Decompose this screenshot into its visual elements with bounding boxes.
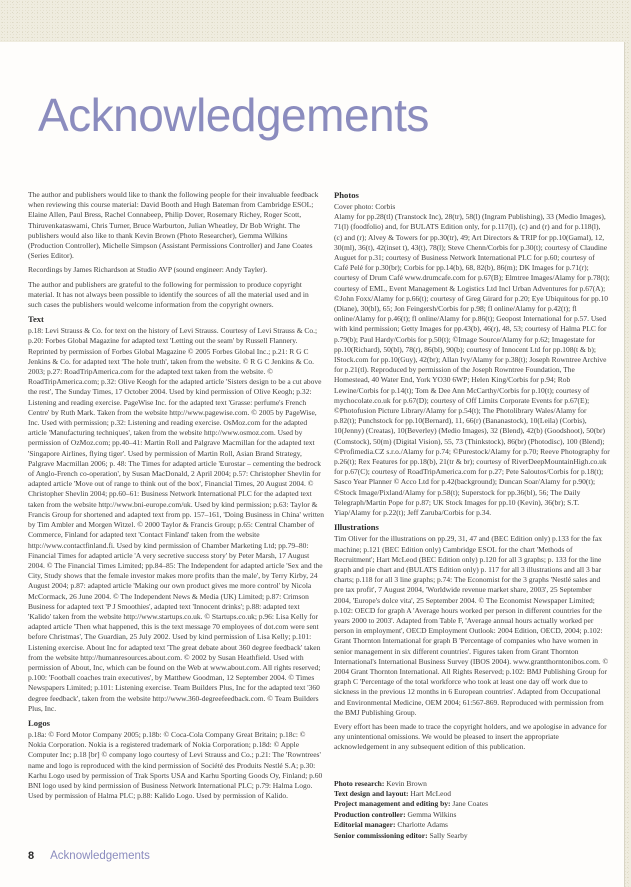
credit-row: [334, 789, 610, 799]
section-heading-logos: Logos: [28, 717, 50, 728]
production-credits: [334, 779, 610, 841]
credit-value: Hart McLeod: [410, 788, 452, 798]
credit-value: Charlotte Adams: [397, 820, 448, 830]
logos-credits-body: p.18a: © Ford Motor Company 2005; p.18b: © Coca-Cola Company Great Britain; p.18c: © Nokia Corporation. Nokia is a registered trademark of Nokia Corporation; p.18d: © Apple Computer Inc; p.18 [br] © company logo courtesy of Levi Strauss and Co.; p.21: The 'Rowntrees' name and logo is reproduced with the kind permission of Société des Produits Nestlé S.A; p.30: Karhu Logo used by permission of Trak Sports USA and Karhu Sporting Goods Oy, Finland; p.60 BNI logo used by kind permission of Business Network International PLC; p.79: Halma Logo. Used by permission of Halma PLC; p.88: Kalido Logo. Used by permission of Kalido.: [28, 729, 323, 801]
two-column-layout: [28, 190, 610, 841]
credit-label: Production controller:: [334, 809, 406, 819]
credit-row: [334, 799, 610, 809]
section-heading-illustrations: Illustrations: [334, 522, 379, 533]
page-number: 8: [28, 850, 35, 862]
book-page: [0, 42, 625, 887]
page-footer: [28, 850, 150, 862]
intro-paragraph-reviewers: The author and publishers would like to thank the following people for their invaluable feedback when reviewing this course material: David Booth and Hugh Bateman from Cambridge ESOL; Elaine Allen, Paul Bress, Rachel Connabeep, Philip Dover, Rosemary Richey, Roger Scott, Thiruvenkataswami, Chris Turner, Bruce Warburton, Julian Wheatley, Dr Bob Wright. The publishers would also like to thank Kevin Brown (Photo Researcher), Gemma Wilkins (Production Controller), Michelle Simpson (Assistant Permissions Controller) and Jane Coates (Series Editor).: [28, 190, 319, 261]
credit-row: [334, 820, 610, 830]
credit-row: [334, 779, 610, 789]
page-title: Acknowledgements: [38, 89, 429, 141]
credit-row: [334, 810, 610, 820]
cover-photo-credit: Cover photo: Corbis: [334, 202, 396, 211]
credit-value: Gemma Wilkins: [407, 809, 457, 819]
credit-row: [334, 831, 610, 841]
credit-value: Jane Coates: [452, 799, 489, 809]
credit-label: Project management and editing by:: [334, 799, 451, 809]
credit-label: Editorial manager:: [334, 820, 396, 830]
credit-label: Senior commissioning editor:: [334, 830, 428, 840]
text-credits-body: p.18: Levi Strauss & Co. for text on the history of Levi Strauss. Courtesy of Levi Strauss & Co.; p.20: Forbes Global Magazine for adapted text 'Letting out the seam' by Russell Flannery. Reprinted by permission of Forbes Global Magazine © 2005 Forbes Global Inc.; p.21: R G C Jenkins & Co. for adapted text 'The hole truth', taken from the website. © R G C Jenkins & Co. 2003; p.27: RoadTripAmerica.com for the adapted text taken from the website. © RoadTripAmerica.com; p.32: Olive Keogh for the adapted article 'Sisters design to be a cut above the rest', The Sunday Times, 17 October 2004. Used by kind permission of Olive Keogh; p.32: Listening and reading exercise. PageWise Inc. for the adapted text 'Grasse: perfume's French Centre' by Ruth Mark. Taken from the website http://www.pagewise.com. © 2005 by PageWise, Inc. Used with permission; p.32: Listening and reading exercise. OsMoz.com for the adapted article 'Manufacturing techniques', taken from the website http://www.osmoz.com. Used by permission of OzMoz.com; pp.40–41: Martin Roll and Palgrave Macmillan for the adapted text 'Singapore Airlines, flying tiger'. Used by permission of Martin Roll, Asian Brand Strategy, Palgrave Macmillan 2006; p. 48: The Times for adapted article 'Eurostar – cementing the bedrock of Anglo-French co-operation', by Susan MacDonald, 2 April 2004; p.57: Christopher Shevlin for adapted article 'Move out of range to think out of the box', Financial Times, 20 August 2004. © Christopher Shevlin 2004; pp.60–61: Business Network International PLC for the adapted text taken from the website http://www.bni-europe.com/uk. Used by kind permission; p.63: Taylor & Francis Group for shortened and adapted text from pp. 157–161, 'Doing Business in China' written by Tim Ambler and Morgen Witzel. © 2000 Taylor & Francis Group; p.65: Central Chamber of Commerce, Finland for adapted text 'Contact Finland' taken from the website http://www.contactfinland.fi. Used by kind permission of Chamber Marketing Ltd; pp.79–80: Financial Times for adapted article 'A very secretive success story' by Peter Marsh, 17 August 2004. © The Financial Times Limited; pp.84–85: The Independent for adapted article 'Sex and the City, Study shows that the female investor makes more profits than the male', by Terry Kirby, 24 August 2004; p.87: adapted article 'Making our own product gives me more control' by Nicola McCormack, 26 June 2004. © The Independent News & Media (UK) Limited; p.87: Crimson Business for adapted text 'P J Smoothies', adapted text 'Innocent drinks'; p.88: adapted text 'Kalido' taken from the website http://www.startups.co.uk. © Startups.co.uk; p.96: Lisa Kelly for adapted article 'Then what happened, this is the text message 70 employees of dot.com were sent before Christmas', The Guardian, 25 July 2002. Used by kind permission of Lisa Kelly; p.101: Listening exercise. About Inc for adapted text 'The great debate about 360 degree feedback' taken from the website http://humanresources.about.com. © 2002 by Susan Heathfield. Used with permission of About, Inc, which can be found on the Web at www.about.com. All rights reserved; p.100: 'Football coaches train executives', by Matthew Goodman, 12 September 2004. © Times Newspapers Limited; p.101: Listening exercise. Team Builders Plus, Inc for the adapted text '360 degree feedback', taken from the website http://www.360-degreefeedback.com. © Team Builders Plus, Inc.: [28, 326, 324, 713]
section-heading-text: Text: [28, 314, 44, 325]
credit-value: Kevin Brown: [386, 778, 427, 788]
footer-section-label: Acknowledgements: [50, 850, 150, 862]
intro-paragraph-permissions: The author and publishers are grateful to the following for permission to produce copyright material. It has not always been possible to identify the sources of all the material used and in such cases the publishers would welcome information from the copyright owners.: [28, 279, 309, 310]
section-heading-photos: Photos: [334, 190, 359, 200]
credit-label: Text design and layout:: [334, 788, 409, 798]
right-column: [334, 190, 610, 841]
omissions-note: Every effort has been made to trace the copyright holders, and we apologise in advance for any unintentional omissions. We would be pleased to insert the appropriate acknowledgement in any subsequent edition of this publication.: [334, 721, 607, 752]
photos-credits-body: Alamy for pp.28(tl) (Transtock Inc), 28(tr), 58(l) (Ingram Publishing), 33 (Medio Images), 71(l) (foodfolio) and, for BULATS Edition only, for p.117(l), (c) and (r) and for p.118(l), (c) and (r); Alvey & Towers for pp.30(tr), 49; Art Directors & TRIP for pp.10(Gamal), 12, 30(ml), 36(t), 42(inset t), 43(t), 78(l); Steve Chenn/Corbis for p.30(t); courtesy of Claudine Auguet for p.31; courtesy of Business Network International PLC for p.60; courtesy of Café Pelé for p.30(br); Corbis for pp.14(b), 68, 82(b), 86(m); DK Images for p.71(r); courtesy of Drum Café www.drumcafe.com for p.67(B); Elmtree Images/Alamy for p.78(t); courtesy of EML, Event Management & Logistics Ltd Incl Urban Adventures for p.67(A); ©John Foxx/Alamy for p.66(t); courtesy of Greg Girard for p.20; Eye Ubiquitous for pp.10 (Diane), 30(bl), 65; Jon Feingersh/Corbis for p.98; fl online/Alamy for p.42(t); fl online/Alamy for p.46(t); fl online/Alamy for p.86(t); Geopost International for p.57. Used with kind permission; Getty Images for pp.43(b), 46(r), 48, 53; courtesy of Halma PLC for p.79(b); Paul Hardy/Corbis for p.50(t); ©Image Source/Alamy for p.62; Imagestate for pp.10(Richard), 50(bl), 78(r), 86(bl), 90(b); courtesy of Innocent Ltd for pp.108(t & b); IStock.com for pp.10(Guy), 42(br); Allan Ivy/Alamy for p.38(t); Joseph Rowntree Archive for p.21(tl). Reproduced by permission of the Joseph Rowntree Foundation, The Homestead, 40 Water End, York YO30 6WP; Helen King/Corbis for p.94; Rob Lewine/Corbis for p.14(t); Tom & Dee Ann McCarthy/Corbis for p.10(t); courtesy of mychocolate.co.uk for p.67(D); courtesy of Off Limits Corporate Events for p.67(E); ©Photofusion Picture Library/Alamy for p.54(t); The Photolibrary Wales/Alamy for p.82(t); Punchstock for pp.10(Bernard), 11, 66(r) (Bananastock), 10(Leila) (Corbis), 10(Jenny) (Creatas), 10(Beverley) (Medio Images), 32 (Blend), 42(b) (Goodshoot), 50(br) (Comstock), 50(m) (Digital Vision), 55, 73 (Thinkstock), 86(br) (Photodisc), 100 (Blend); ©Profimedia.CZ s.r.o./Alamy for p.74; ©Purestock/Alamy for p.70; Reeve Photography for p.26(t); Rex Features for pp.18(b), 21(tr & br); courtesy of RiverDeepMountainHigh.co.uk for p.67(C); courtesy of RoadTripAmerica.com for p.27; Pete Saloutos/Corbis for p.18(t); Sasco Year Planner © Acco Ltd for p.42(background); Duncan Soar/Alamy for p.90(t); ©Stock Image/Pixland/Alamy for p.58(t); Superstock for pp.36(bl), 56; The Daily Telegraph/Martin Pope for p.87; UK Stock Images for pp.10 (Kevin), 36(br); S.T. Yiap/Alamy for p.22(t); Jeff Zaruba/Corbis for p.34.: [334, 212, 610, 518]
left-column: [28, 190, 324, 841]
intro-paragraph-recordings: Recordings by James Richardson at Studio AVP (sound engineer: Andy Tayler).: [28, 265, 268, 275]
credit-value: Sally Searby: [429, 830, 468, 840]
illustrations-credits-body: Tim Oliver for the illustrations on pp.29, 31, 47 and (BEC Edition only) p.133 for the fax machine; p.121 (BEC Edition only) Cambridge ESOL for the chart 'Methods of Recruitment'; Hart McLeod (BEC Edition only) p.120 for all 3 graphs; p. 133 for the line graph and pie chart and (BULATS Edition only) p. 117 for all 3 illustrations and all 3 bar charts; p.118 for all 3 line graphs; p.74: The Economist for the 3 graphs 'Nestlé sales and pre tax profit', 7 August 2004, 'Worldwide revenue market share, 2003', 25 September 2004, 'Europe's dolce vita', 25 September 2004. © The Economist Newspaper Limited; p.102: OECD for graph A 'Average hours worked per person in different countries for the years 2000 to 2003'. Adapted from Table F, 'Average annual hours actually worked per person in employment', OECD Employment Outlook: 2004 Edition, OECD, 2004; p.102: Grant Thornton International for graph B 'Percentage of companies who have women in senior management in six different countries'. Figures taken from Grant Thornton International's International Business Survey (IBOS 2004). www.grantthorntonibos.com. © 2004 Grant Thornton International. All Rights Reserved; p.102: BMJ Publishing Group for graph C 'Percentage of the total workforce who took at least one day off work due to sickness in the previous 12 months in 6 European countries'. Adapted from Occupational and Environmental Medicine, OEM 2004; 61:567-869. Reproduced with permission from the BMJ Publishing Group.: [334, 534, 609, 717]
credit-label: Photo research:: [334, 778, 385, 788]
